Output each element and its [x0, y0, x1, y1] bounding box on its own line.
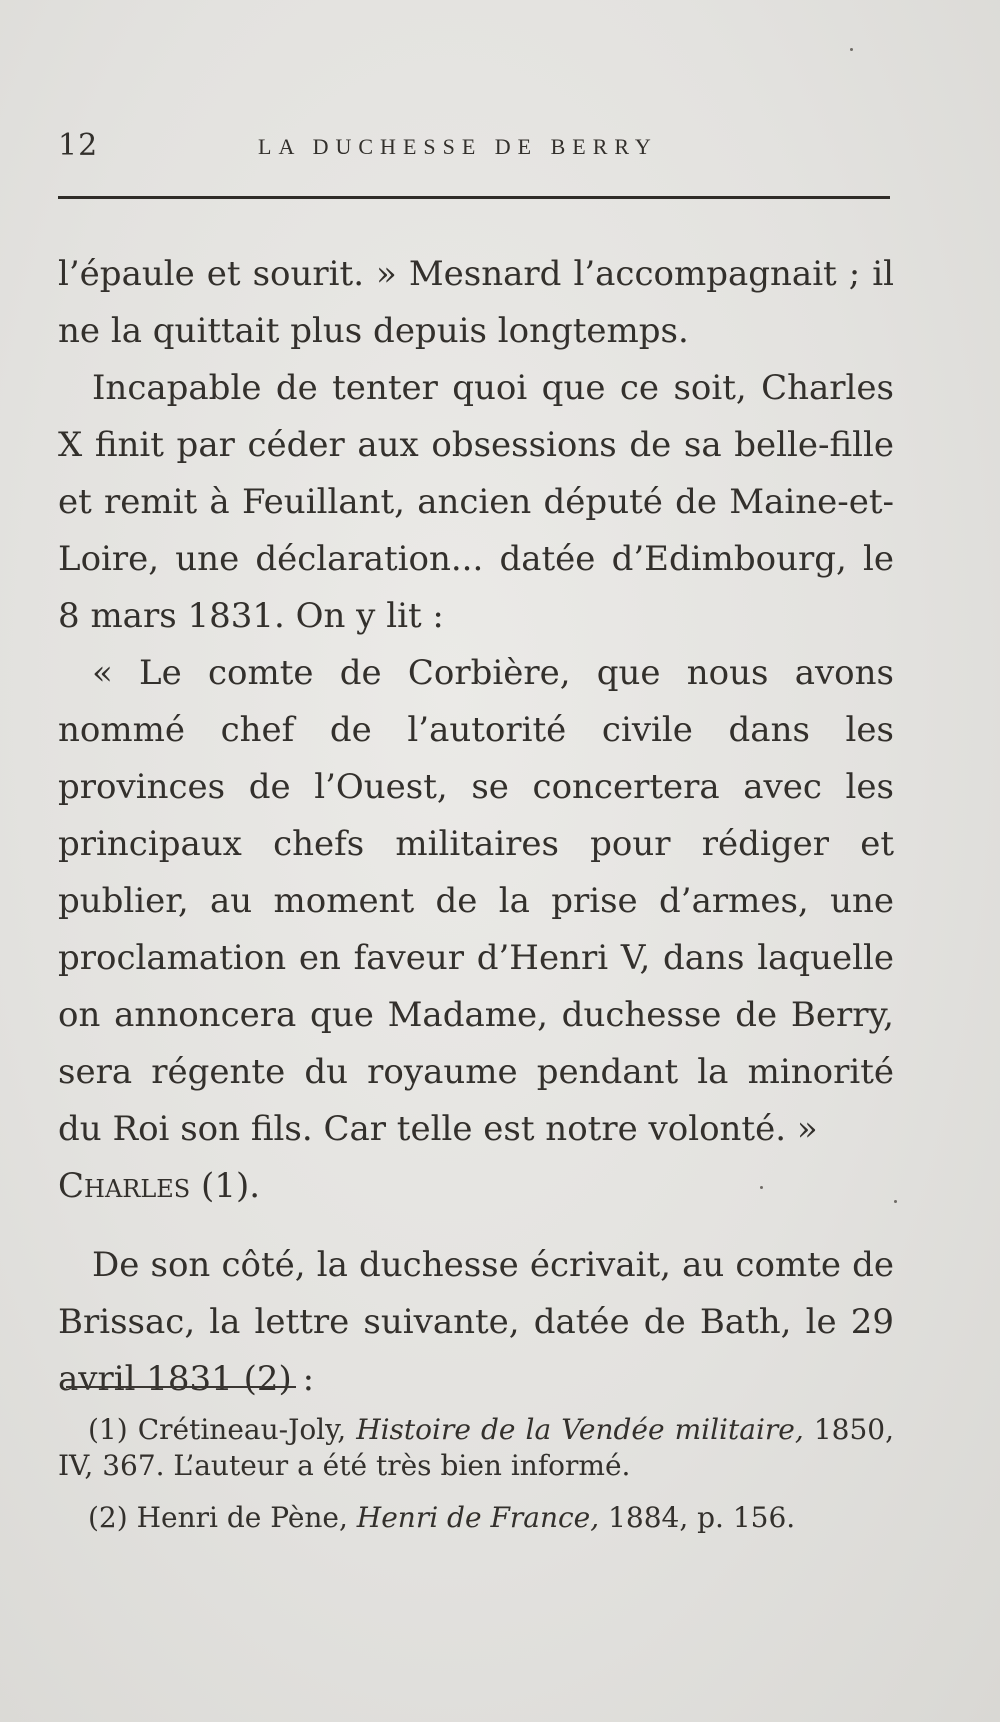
quoted-declaration: « Le comte de Corbière, que nous avons nommé chef de l’autorité civile dans les provinces de l’Ouest, se concertera avec les principaux chefs militaires pour rédiger et publier, au moment de la prise d’armes, une proclamation en faveur d’Henri V, dans laquelle on annoncera que Madame, duchesse de Berry, sera régente du royaume pendant la minorité du Roi son fils. Car telle est notre volonté. »	[58, 653, 894, 1149]
footnote-2	[58, 1500, 894, 1536]
paper-speck	[850, 48, 853, 51]
signature: Charles (1).	[58, 1166, 261, 1206]
footnote-title: Henri de France,	[356, 1501, 600, 1534]
footnote-detail: 1850, IV, 367. L’auteur a été très bien informé.	[58, 1413, 894, 1482]
footnote-author: Henri de Pène,	[136, 1501, 348, 1534]
paragraph-charles-x: Incapable de tenter quoi que ce soit, Charles X finit par céder aux obsessions de sa belle-fille et remit à Feuillant, ancien député de Maine-et-Loire, une déclaration... datée d’Edimbourg, le 8 mars 1831. On y lit :	[58, 368, 894, 636]
footnote-marker: (1)	[88, 1413, 128, 1446]
footnote-detail: 1884, p. 156.	[608, 1501, 796, 1534]
page-header	[58, 128, 900, 168]
paper-speck	[894, 1200, 897, 1203]
paragraph-continued: l’épaule et sourit. » Mesnard l’accompagnait ; il ne la quittait plus depuis longtemps.	[58, 254, 894, 351]
footnote-rule	[66, 1386, 296, 1388]
footnote-1	[58, 1412, 894, 1484]
header-rule	[58, 196, 890, 199]
running-title: LA DUCHESSE DE BERRY	[258, 134, 658, 159]
footnote-author: Crétineau-Joly,	[137, 1413, 347, 1446]
footnote-title: Histoire de la Vendée militaire,	[356, 1413, 804, 1446]
paragraph-duchess-letter: De son côté, la duchesse écrivait, au comte de Brissac, la lettre suivante, datée de Bath, le 29 avril 1831 (2) :	[58, 1245, 894, 1399]
footnotes	[58, 1412, 894, 1552]
page-number: 12	[58, 128, 99, 163]
paper-speck	[760, 1186, 763, 1189]
footnote-marker: (2)	[88, 1501, 128, 1534]
body-text	[58, 246, 894, 1408]
